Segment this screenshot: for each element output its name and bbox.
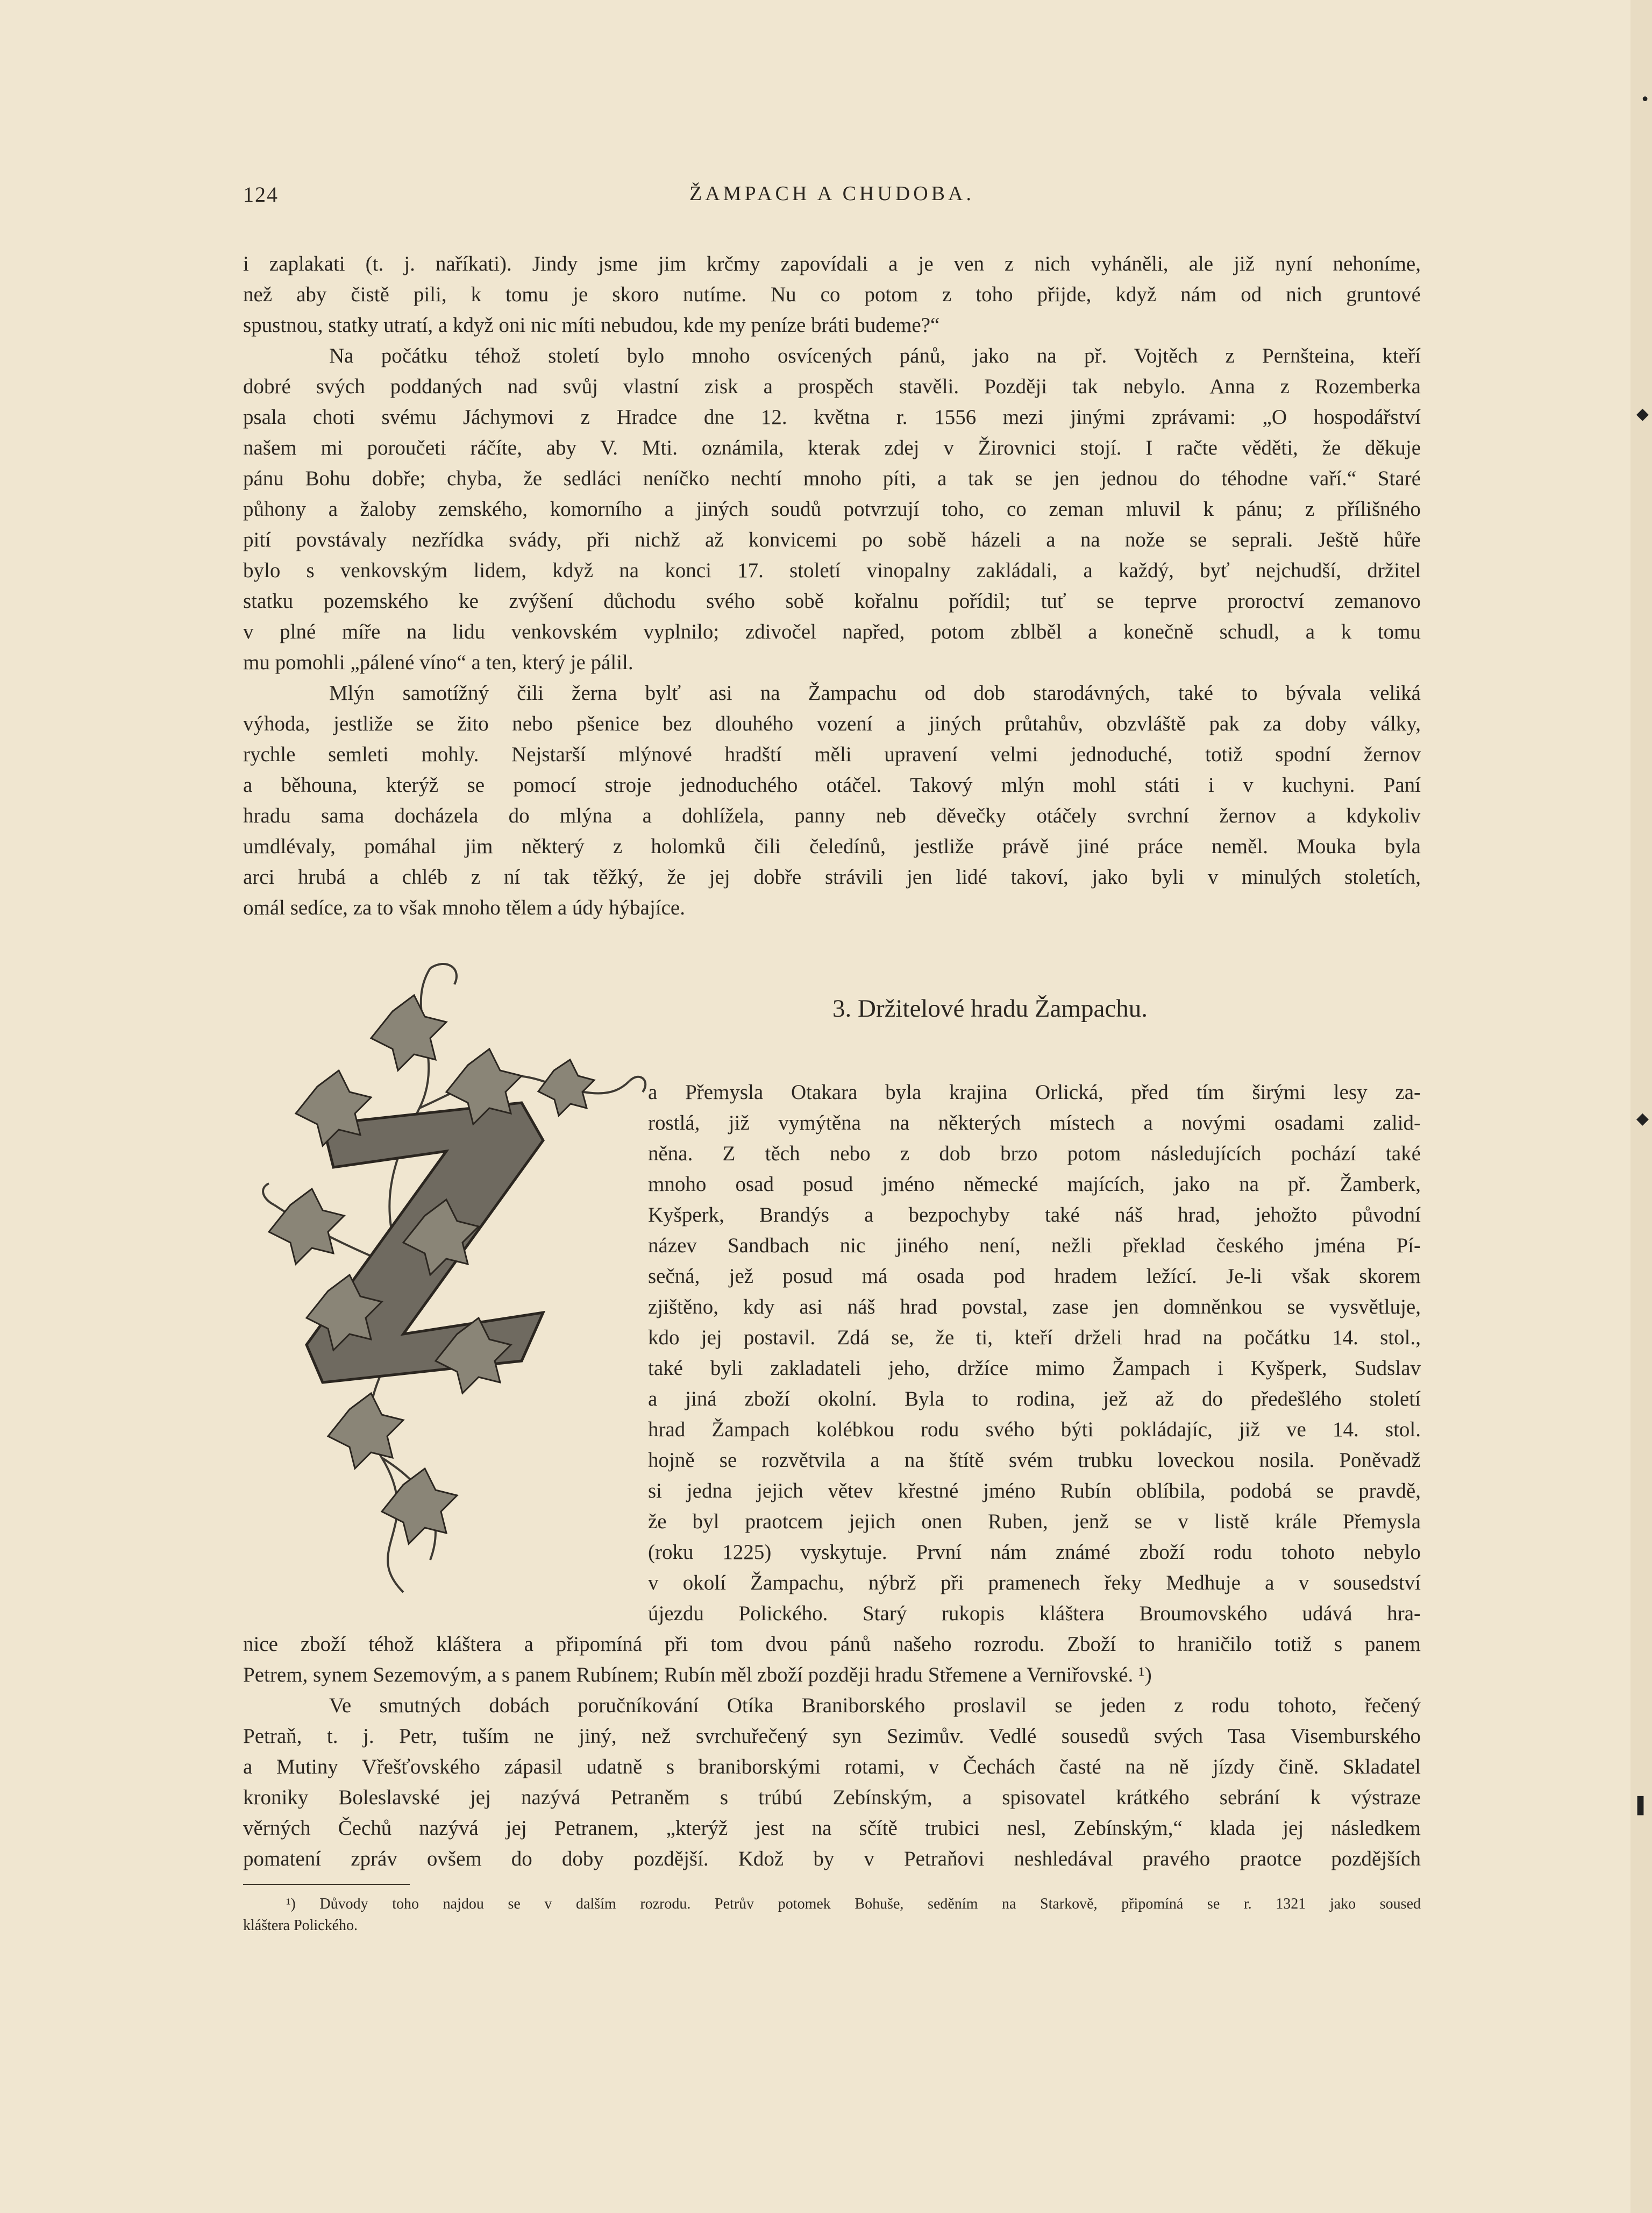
text-line: újezdu Polického. Starý rukopis kláštera Broumovského udává hra- bbox=[648, 1602, 1421, 1625]
footnote-line: kláštera Polického. bbox=[243, 1917, 358, 1934]
text-line: hojně se rozvětvila a na štítě svém trubku loveckou nosila. Poněvadž bbox=[648, 1449, 1421, 1472]
text-line: věrných Čechů nazývá jej Petranem, „kterýž jest na sčítě trubici nesl, Zebínským,“ klada jej následkem bbox=[243, 1817, 1421, 1840]
text-line: a běhouna, kterýž se pomocí stroje jednoduchého otáčel. Takový mlýn mohl státi i v kuchyni. Paní bbox=[243, 774, 1421, 797]
text-line: zjištěno, kdy asi náš hrad povstal, zase jen domněnkou se vysvětluje, bbox=[648, 1295, 1421, 1318]
text-line: psala choti svému Jáchymovi z Hradce dne 12. května r. 1556 mezi jinými zprávami: „O hospodářství bbox=[243, 406, 1421, 429]
text-line: Mlýn samotížný čili žerna bylť asi na Žampachu od dob starodávných, také to bývala veliká bbox=[329, 682, 1421, 705]
text-line: i zaplakati (t. j. naříkati). Jindy jsme jim krčmy zapovídali a je ven z nich vyháněli, ale již nyní nehoníme, bbox=[243, 252, 1421, 275]
text-line: si jedna jejich větev křestné jméno Rubín oblíbila, podobá se pravdě, bbox=[648, 1479, 1421, 1502]
text-line: něna. Z těch nebo z dob brzo potom následujících pochází také bbox=[648, 1142, 1421, 1165]
text-line: pití povstávaly nezřídka svády, při nichž až konvicemi po sobě házeli a na nože se seprali. Ještě hůře bbox=[243, 528, 1421, 551]
text-line: statku pozemského ke zvýšení důchodu svého sobě kořalnu pořídil; tuť se teprve proroctví zemanovo bbox=[243, 590, 1421, 613]
paragraph-4-narrow bbox=[648, 1077, 1421, 1629]
margin-mark: ▌ bbox=[1637, 1797, 1650, 1815]
footnote bbox=[243, 1893, 1421, 1937]
text-line: Petrem, synem Sezemovým, a s panem Rubínem; Rubín měl zboží později hradu Střemene a Verniřovské. ¹) bbox=[243, 1663, 1152, 1686]
footnote-line: ¹) Důvody toho najdou se v dalším rozrodu. Petrův potomek Bohuše, seděním na Starkově, připomíná se r. 1321 jako soused bbox=[286, 1896, 1421, 1912]
text-line: název Sandbach nic jiného není, nežli překlad českého jména Pí- bbox=[648, 1234, 1421, 1257]
text-line: půhony a žaloby zemského, komorního a jiných soudů potvrzují toho, co zeman mluvil k pánu; z přílišného bbox=[243, 498, 1421, 521]
text-line: mu pomohli „pálené víno“ a ten, který je pálil. bbox=[243, 651, 633, 674]
page-number: 124 bbox=[243, 182, 279, 207]
text-line: hradu sama docházela do mlýna a dohlížela, panny neb děvečky otáčely svrchní žernov a kdykoliv bbox=[243, 804, 1421, 827]
text-line: mnoho osad posud jméno německé majících, jako na př. Žamberk, bbox=[648, 1173, 1421, 1196]
page-header bbox=[243, 182, 1421, 214]
text-line: omál sedíce, za to však mnoho tělem a údy hýbajíce. bbox=[243, 896, 685, 919]
text-line: sečná, jež posud má osada pod hradem ležící. Je-li však skorem bbox=[648, 1265, 1421, 1288]
text-line: umdlévaly, pomáhal jim některý z holomků čili čeledínů, jestliže právě jiné práce neměl. Mouka byla bbox=[243, 835, 1421, 858]
text-line: kdo jej postavil. Zdá se, že ti, kteří drželi hrad na počátku 14. stol., bbox=[648, 1326, 1421, 1349]
text-line: hrad Žampach kolébkou rodu svého býti pokládajíc, již ve 14. stol. bbox=[648, 1418, 1421, 1441]
text-line: než aby čistě pili, k tomu je skoro nutíme. Nu co potom z toho přijde, když nám od nich gruntové bbox=[243, 283, 1421, 306]
text-line: a Přemysla Otakara byla krajina Orlická, před tím širými lesy za- bbox=[648, 1081, 1421, 1104]
text-line: výhoda, jestliže se žito nebo pšenice bez dlouhého vození a jiných průtahův, obzvláště pak za doby války, bbox=[243, 712, 1421, 735]
text-line: že byl praotcem jejich onen Ruben, jenž se v listě krále Přemysla bbox=[648, 1510, 1421, 1533]
section-title: 3. Držitelové hradu Žampachu. bbox=[832, 995, 1148, 1023]
text-line: nice zboží téhož kláštera a připomíná při tom dvou pánů našeho rozrodu. Zboží to hraničilo totiž s panem bbox=[243, 1633, 1421, 1656]
footnote-divider bbox=[243, 1884, 410, 1885]
text-line: pánu Bohu dobře; chyba, že sedláci neníčko nechtí mnoho píti, a tak se jen jednou do téhodne vaří.“ Staré bbox=[243, 467, 1421, 490]
page-edge bbox=[1630, 0, 1652, 2213]
margin-mark: ◆ bbox=[1636, 405, 1649, 423]
text-line: bylo s venkovským lidem, když na konci 17. století vinopalny zakládali, a každý, byť nejchudší, držitel bbox=[243, 559, 1421, 582]
text-line: v plné míře na lidu venkovském vyplnilo; zdivočel napřed, potom zblběl a konečně schudl, a k tomu bbox=[243, 620, 1421, 643]
margin-mark: • bbox=[1640, 90, 1650, 109]
text-line: pomatení zpráv ovšem do doby pozdější. Kdož by v Petraňovi neshledával pravého praotce pozdějších bbox=[243, 1847, 1421, 1870]
text-line: (roku 1225) vyskytuje. První nám známé zboží rodu tohoto nebylo bbox=[648, 1541, 1421, 1564]
text-line: a Mutiny Vřešťovského zápasil udatně s braniborskými rotami, v Čechách časté na ně jízdy čině. Skladatel bbox=[243, 1755, 1421, 1778]
margin-mark: ◆ bbox=[1636, 1109, 1649, 1128]
text-line: Ve smutných dobách poručníkování Otíka Braniborského proslavil se jeden z rodu tohoto, řečený bbox=[329, 1694, 1421, 1717]
text-line: kroniky Boleslavské jej nazývá Petraněm s trúbú Zebínským, a spisovatel krátkého sebrání k výstraze bbox=[243, 1786, 1421, 1809]
text-line: našem mi poroučeti ráčíte, aby V. Mti. oznámila, kterak zdej v Žirovnici stojí. I račte věděti, že děkuje bbox=[243, 436, 1421, 459]
ivy-leaves bbox=[269, 995, 594, 1544]
running-title: ŽAMPACH A CHUDOBA. bbox=[689, 182, 974, 205]
paragraph-4-full bbox=[243, 1629, 1421, 1690]
paragraph-5 bbox=[243, 1690, 1421, 1874]
text-line: Na počátku téhož století bylo mnoho osvícených pánů, jako na př. Vojtěch z Pernšteina, kteří bbox=[329, 344, 1421, 367]
text-line: rychle semleti mohly. Nejstarší mlýnové hradští měli upravení velmi jednoduché, totiž spodní žernov bbox=[243, 743, 1421, 766]
text-line: Petraň, t. j. Petr, tuším ne jiný, než svrchuřečený syn Sezimův. Vedlé sousedů svých Tasa Visemburského bbox=[243, 1725, 1421, 1748]
text-line: a jiná zboží okolní. Byla to rodina, jež až do předešlého století bbox=[648, 1387, 1421, 1410]
paragraph-3 bbox=[243, 678, 1421, 923]
text-line: rostlá, již vymýtěna na některých místech a novými osadami zalid- bbox=[648, 1111, 1421, 1134]
text-line: arci hrubá a chléb z ní tak těžký, že jej dobře strávili jen lidé takoví, jako byli v minulých stoletích, bbox=[243, 866, 1421, 889]
text-line: v okolí Žampachu, nýbrž při pramenech řeky Medhuje a v sousedství bbox=[648, 1571, 1421, 1594]
ornament-initial-illustration bbox=[242, 947, 651, 1619]
paragraph-2 bbox=[243, 341, 1421, 678]
text-line: spustnou, statky utratí, a když oni nic míti nebudou, kde my peníze bráti budeme?“ bbox=[243, 314, 940, 337]
text-line: Kyšperk, Brandýs a bezpochyby také náš hrad, jehožto původní bbox=[648, 1203, 1421, 1226]
text-line: dobré svých poddaných nad svůj vlastní zisk a prospěch stavěli. Později tak nebylo. Anna z Rozemberka bbox=[243, 375, 1421, 398]
paragraph-1 bbox=[243, 249, 1421, 341]
text-line: také byli zakladateli jeho, držíce mimo Žampach i Kyšperk, Sudslav bbox=[648, 1357, 1421, 1380]
